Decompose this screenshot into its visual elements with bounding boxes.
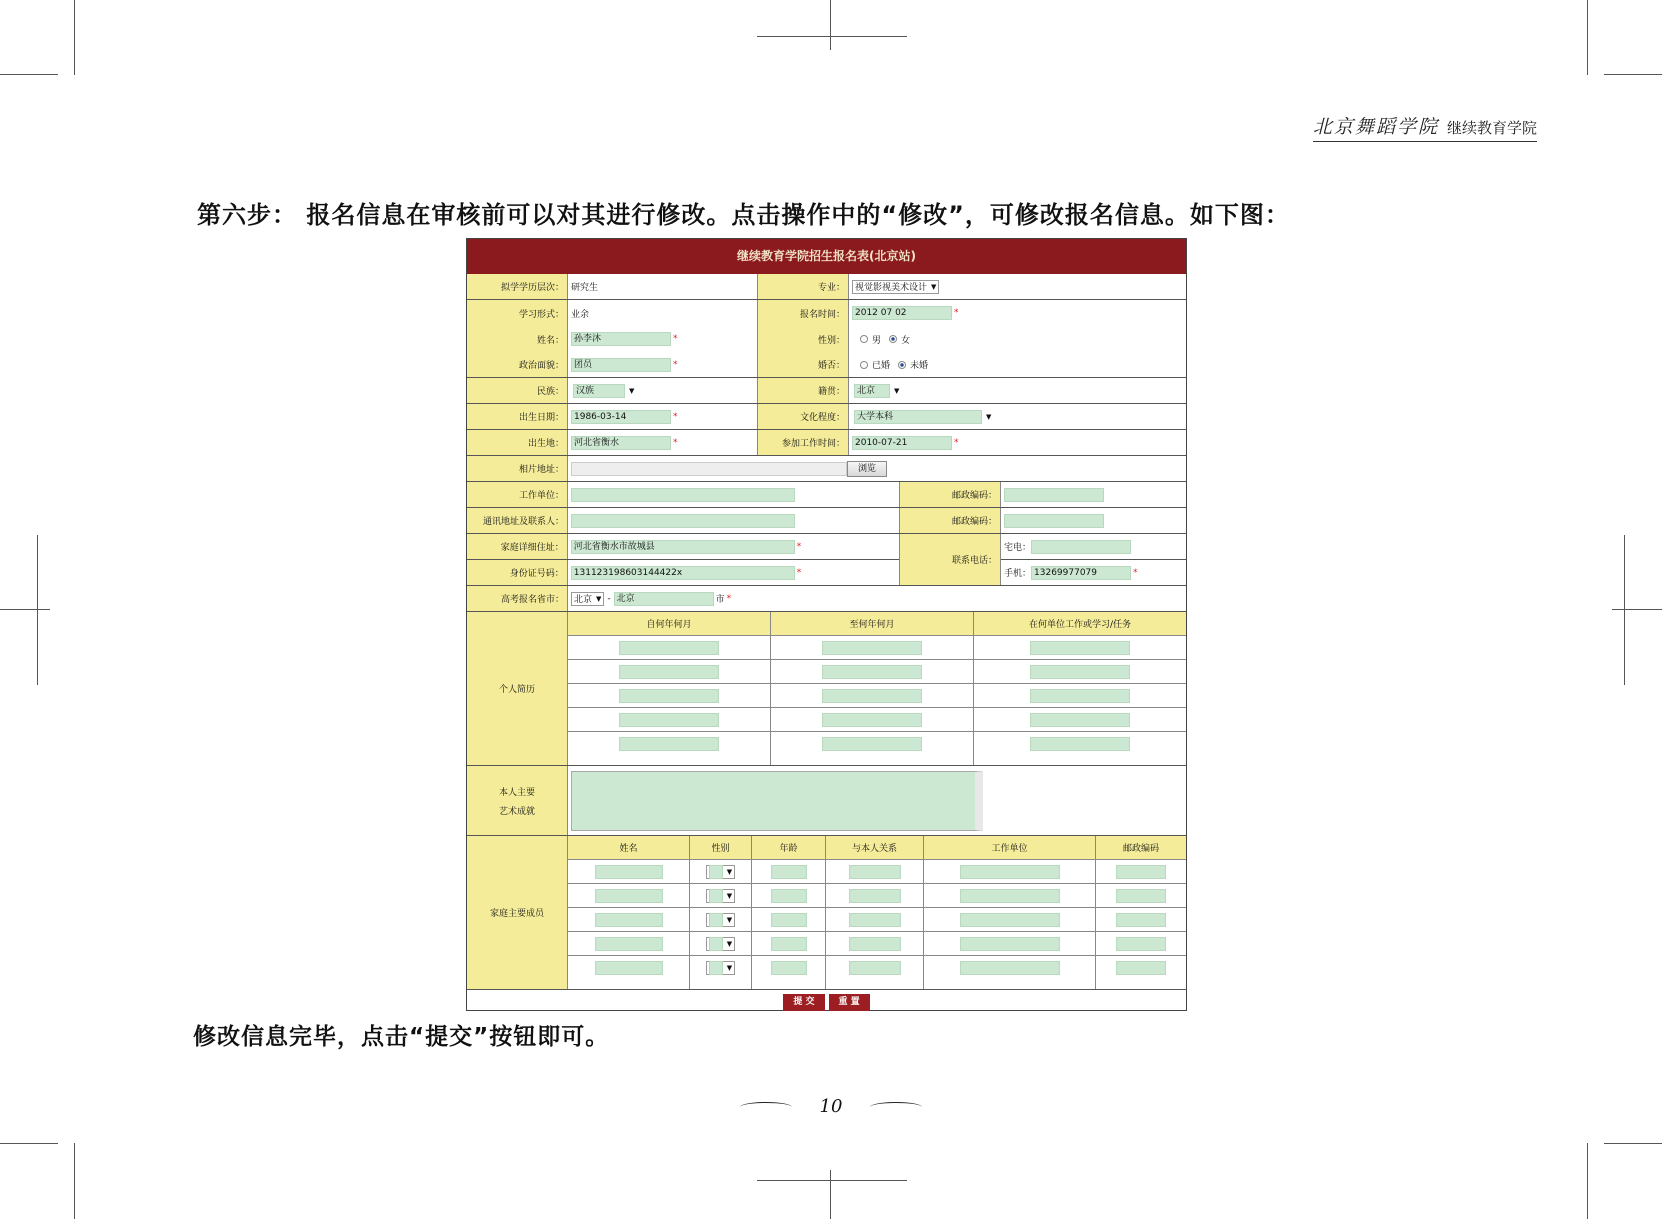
work-start-input[interactable]: 2010-07-21 — [852, 436, 952, 450]
gender-female-text: 女 — [901, 335, 911, 346]
exam-province-select[interactable]: 北京 ▼ — [571, 592, 604, 606]
resume-unit-input[interactable] — [1030, 641, 1130, 655]
date-input[interactable]: 2012 07 02 — [852, 306, 952, 320]
postcode2-label: 邮政编码： — [900, 508, 1001, 533]
family-col-age: 年龄 — [752, 836, 825, 860]
family-col-postcode: 邮政编码 — [1096, 836, 1186, 860]
family-name-input[interactable] — [595, 961, 663, 975]
crop-mark — [0, 609, 50, 610]
postcode-input[interactable] — [1004, 488, 1104, 502]
page-footer — [0, 1096, 1662, 1117]
family-unit-input[interactable] — [960, 865, 1060, 879]
crop-mark — [830, 1170, 831, 1219]
ethnic-select[interactable]: 汉族 ▼ — [571, 384, 636, 398]
page-header — [1313, 112, 1537, 142]
resume-from-input[interactable] — [619, 689, 719, 703]
family-name-input[interactable] — [595, 865, 663, 879]
marital-married-text: 已婚 — [872, 361, 891, 371]
family-age-input[interactable] — [771, 961, 807, 975]
family-unit-input[interactable] — [960, 913, 1060, 927]
resume-from-input[interactable] — [619, 641, 719, 655]
birth-input[interactable]: 1986-03-14 — [571, 410, 671, 424]
crop-mark — [1587, 0, 1588, 75]
family-gender-select[interactable]: ▼ — [706, 889, 735, 903]
crop-mark — [757, 36, 907, 37]
family-relation-input[interactable] — [849, 913, 901, 927]
family-col-unit: 工作单位 — [924, 836, 1095, 860]
crop-mark — [0, 74, 58, 75]
family-gender-select[interactable]: ▼ — [706, 913, 735, 927]
work-start-label: 参加工作时间： — [758, 430, 849, 455]
level-label: 拟学学历层次： — [467, 274, 568, 299]
marital-married-radio[interactable] — [860, 361, 868, 369]
crop-mark — [757, 1180, 907, 1181]
politics-label: 政治面貌： — [467, 352, 568, 377]
step-instruction: 第六步： 报名信息在审核前可以对其进行修改。点击操作中的“修改”，可修改报名信息。如下图： — [197, 201, 1290, 229]
marital-single-text: 未婚 — [910, 361, 929, 371]
family-gender-select[interactable]: ▼ — [706, 961, 735, 975]
crop-mark — [1604, 74, 1662, 75]
study-label: 学习形式： — [467, 300, 568, 326]
resume-to-input[interactable] — [822, 689, 922, 703]
birthplace-label: 出生地： — [467, 430, 568, 455]
art-textarea[interactable] — [571, 771, 983, 831]
resume-unit-input[interactable] — [1030, 737, 1130, 751]
name-label: 姓名： — [467, 326, 568, 352]
phone-label: 联系电话： — [900, 534, 1001, 585]
work-unit-label: 工作单位： — [467, 482, 568, 507]
resume-to-input[interactable] — [822, 641, 922, 655]
id-input[interactable]: 131123198603144422x — [571, 566, 795, 580]
crop-mark — [1604, 1143, 1662, 1144]
edu-label: 文化程度： — [758, 404, 849, 429]
resume-to-input[interactable] — [822, 665, 922, 679]
resume-unit-input[interactable] — [1030, 665, 1130, 679]
resume-from-input[interactable] — [619, 713, 719, 727]
registration-form-screenshot: 继续教育学院招生报名表(北京站) 拟学学历层次： 研究生 专业： 视觉影视美术设计 ▼ 学习形式： 业余 报名时间： 2012 07 02 * 姓名： 孙李沐 * 性别： 男 女 政治面貌： 团员 * 婚否： 已婚 未婚 民族： 汉族 ▼ 籍贯： 北京 ▼ 出生日期： 1986-03-14 * 文化程度： 大学本科 ▼ 出生地： 河北省衡水 * 参加工作时间： 2010-07-21 * 相片地址： 浏览 工作单位： 邮政编码： 通讯地址及联系人： 邮政编码： 家庭详细住址： 河北省衡水市故城县 * 身份证号码： 131123198603144422x * 联系电话： 宅电： 手机： 13269977079 * 高考报名省市： 北京 ▼ - 北京 市 * 个人简历 自何年何月 至何年何月 在何单位工作或学习/任务 本人主要 艺术成就 家庭主要成员 姓名 性别 ▼ ▼ ▼ ▼ ▼ 年龄 与本人关系 工作单位 邮政编码 提 交 重 置 — [466, 238, 1187, 1011]
family-name-input[interactable] — [595, 889, 663, 903]
study-value: 业余 — [571, 309, 590, 320]
home-label: 家庭详细住址： — [467, 534, 568, 559]
birthplace-input[interactable]: 河北省衡水 — [571, 436, 671, 450]
level-value: 研究生 — [571, 283, 599, 293]
resume-col-to: 至何年何月 — [771, 612, 973, 636]
resume-to-input[interactable] — [822, 737, 922, 751]
name-input[interactable]: 孙李沐 — [571, 332, 671, 346]
exam-city-suffix: 市 — [715, 595, 725, 605]
crop-mark — [0, 1143, 58, 1144]
resume-col-from: 自何年何月 — [568, 612, 770, 636]
family-age-input[interactable] — [771, 937, 807, 951]
date-label: 报名时间： — [758, 300, 849, 326]
family-gender-select[interactable]: ▼ — [706, 937, 735, 951]
family-postcode-input[interactable] — [1116, 889, 1166, 903]
family-postcode-input[interactable] — [1116, 937, 1166, 951]
gender-male-text: 男 — [872, 335, 882, 346]
family-relation-input[interactable] — [849, 937, 901, 951]
family-label: 家庭主要成员 — [467, 836, 568, 989]
native-select[interactable]: 北京 ▼ — [852, 384, 901, 398]
resume-unit-input[interactable] — [1030, 713, 1130, 727]
postcode-label: 邮政编码： — [900, 482, 1001, 507]
family-relation-input[interactable] — [849, 889, 901, 903]
family-unit-input[interactable] — [960, 961, 1060, 975]
crop-mark — [74, 1143, 75, 1219]
mail-label: 通讯地址及联系人： — [467, 508, 568, 533]
resume-col-unit: 在何单位工作或学习/任务 — [974, 612, 1186, 636]
mobile-label: 手机： — [1004, 569, 1032, 579]
major-label: 专业： — [758, 274, 849, 299]
photo-path-input[interactable] — [571, 462, 847, 476]
photo-label: 相片地址： — [467, 456, 568, 481]
phone-home-input[interactable] — [1031, 540, 1131, 554]
gender-male-radio[interactable] — [860, 335, 868, 343]
postcode2-input[interactable] — [1004, 514, 1104, 528]
crop-mark — [1612, 609, 1662, 610]
mail-input[interactable] — [571, 514, 795, 528]
crop-mark — [830, 0, 831, 50]
family-col-gender: 性别 — [690, 836, 751, 860]
id-label: 身份证号码： — [467, 560, 568, 585]
exam-city-input[interactable]: 北京 — [614, 592, 714, 606]
family-unit-input[interactable] — [960, 937, 1060, 951]
crop-mark — [1624, 535, 1625, 685]
done-instruction: 修改信息完毕，点击“提交”按钮即可。 — [193, 1024, 610, 1050]
work-unit-input[interactable] — [571, 488, 795, 502]
edu-select[interactable]: 大学本科 ▼ — [852, 410, 993, 424]
family-col-relation: 与本人关系 — [826, 836, 923, 860]
marital-label: 婚否： — [758, 352, 849, 377]
crop-mark — [37, 535, 38, 685]
ornament-left-icon — [740, 1102, 792, 1112]
submit-button[interactable]: 提 交 — [783, 994, 824, 1011]
form-title: 继续教育学院招生报名表(北京站) — [467, 239, 1186, 274]
page-number: 10 — [819, 1096, 843, 1117]
politics-input[interactable]: 团员 — [571, 358, 671, 372]
resume-from-input[interactable] — [619, 665, 719, 679]
family-name-input[interactable] — [595, 913, 663, 927]
mobile-input[interactable]: 13269977079 — [1031, 566, 1131, 580]
family-relation-input[interactable] — [849, 961, 901, 975]
family-postcode-input[interactable] — [1116, 865, 1166, 879]
ethnic-label: 民族： — [467, 378, 568, 403]
family-col-name: 姓名 — [568, 836, 689, 860]
gender-label: 性别： — [758, 326, 849, 352]
resume-to-input[interactable] — [822, 713, 922, 727]
family-postcode-input[interactable] — [1116, 961, 1166, 975]
school-logo: 北京舞蹈学院 — [1312, 116, 1439, 138]
ornament-right-icon — [870, 1102, 922, 1112]
birth-label: 出生日期： — [467, 404, 568, 429]
major-select[interactable]: 视觉影视美术设计 ▼ — [852, 280, 939, 294]
family-postcode-input[interactable] — [1116, 913, 1166, 927]
home-input[interactable]: 河北省衡水市故城县 — [571, 540, 795, 554]
browse-button[interactable]: 浏览 — [847, 461, 887, 477]
family-age-input[interactable] — [771, 889, 807, 903]
art-label: 本人主要 艺术成就 — [467, 766, 568, 835]
family-name-input[interactable] — [595, 937, 663, 951]
family-unit-input[interactable] — [960, 889, 1060, 903]
resume-unit-input[interactable] — [1030, 689, 1130, 703]
phone-home-label: 宅电： — [1004, 543, 1032, 553]
college-name: 继续教育学院 — [1446, 119, 1537, 137]
marital-single-radio[interactable] — [898, 361, 906, 369]
resume-label: 个人简历 — [467, 612, 568, 765]
family-age-input[interactable] — [771, 913, 807, 927]
crop-mark — [74, 0, 75, 75]
gender-female-radio[interactable] — [889, 335, 897, 343]
crop-mark — [1587, 1143, 1588, 1219]
family-relation-input[interactable] — [849, 865, 901, 879]
native-label: 籍贯： — [758, 378, 849, 403]
family-age-input[interactable] — [771, 865, 807, 879]
family-gender-select[interactable]: ▼ — [706, 865, 735, 879]
resume-from-input[interactable] — [619, 737, 719, 751]
exam-label: 高考报名省市： — [467, 586, 568, 611]
reset-button[interactable]: 重 置 — [829, 994, 870, 1011]
